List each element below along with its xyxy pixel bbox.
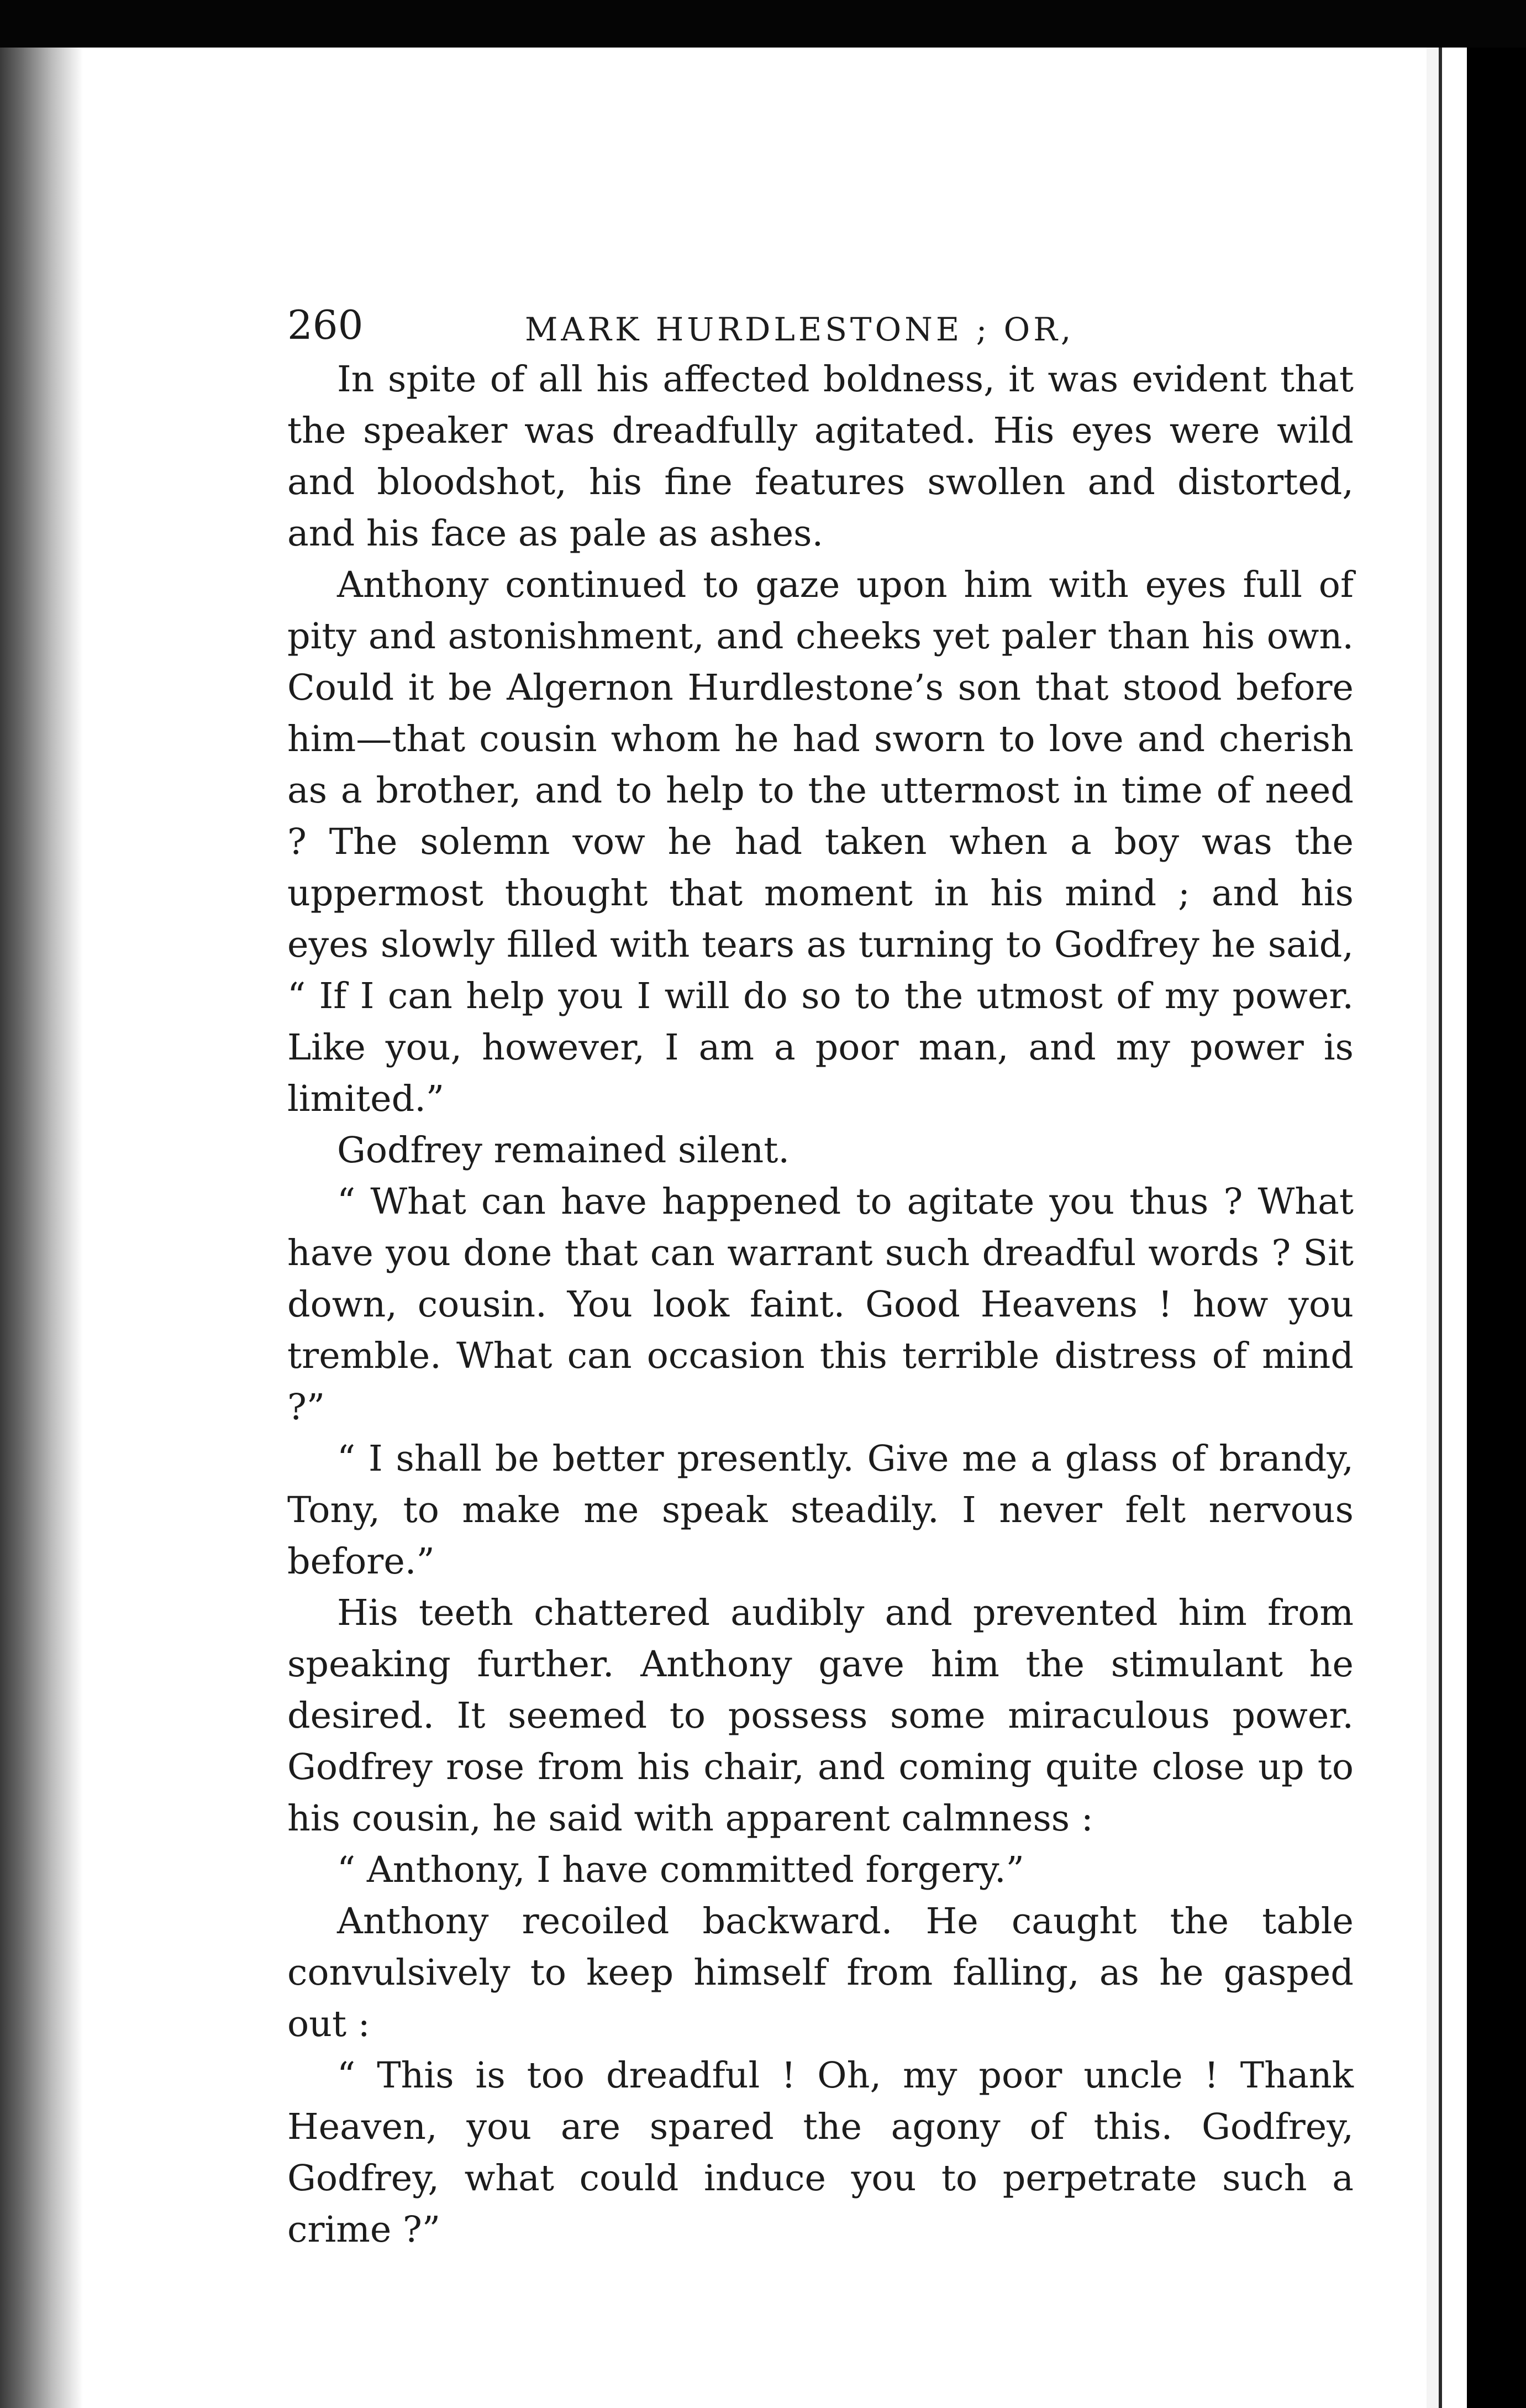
page-number: 260 — [287, 302, 364, 348]
body-text — [287, 354, 1354, 2255]
paragraph: Anthony recoiled backward. He caught the table convulsively to keep himself from falling, as he gasped out : — [287, 1901, 1354, 2045]
paragraph: Godfrey remained silent. — [337, 1130, 790, 1171]
paragraph: Anthony continued to gaze upon him with eyes full of pity and astonishment, and cheeks yet paler than his own. Could it be Algernon Hurdlestone’s son that stood before him—that cousin whom he had sworn to love and cherish as a brother, and to help to the uttermost in time of need ? The solemn vow he had taken when a boy was the uppermost thought that moment in his mind ; and his eyes slowly filled with tears as turning to Godfrey he said, “ If I can help you I will do so to the utmost of my power. Like you, however, I am a poor man, and my power is limited.” — [287, 564, 1354, 1120]
book-page — [287, 271, 1354, 2255]
paragraph: His teeth chattered audibly and prevented him from speaking further. Anthony gave him the stimulant he desired. It seemed to possess some miraculous power. Godfrey rose from his chair, and coming quite close up to his cousin, he said with apparent calmness : — [287, 1592, 1354, 1839]
scan-left-edge-shadow — [0, 48, 83, 2408]
running-head: MARK HURDLESTONE ; OR, — [525, 311, 1075, 348]
scan-right-gap — [1442, 48, 1467, 2408]
paragraph: “ Anthony, I have committed forgery.” — [337, 1849, 1024, 1891]
paragraph: “ What can have happened to agitate you thus ? What have you done that can warrant such dreadful words ? Sit down, cousin. You look faint. Good Heavens ! how you tremble. What can occasion this terrible distress of mind ?” — [287, 1181, 1354, 1428]
paragraph: “ I shall be better presently. Give me a glass of brandy, Tony, to make me speak steadily. I never felt nervous before.” — [287, 1438, 1354, 1582]
paragraph: “ This is too dreadful ! Oh, my poor uncle ! Thank Heaven, you are spared the agony of this. Godfrey, Godfrey, what could induce you to perpetrate such a crime ?” — [287, 2055, 1354, 2250]
page-header — [287, 271, 1354, 354]
scan-right-border — [1467, 48, 1526, 2408]
paragraph: In spite of all his affected boldness, it was evident that the speaker was dreadfully agitated. His eyes were wild and bloodshot, his fine features swollen and distorted, and his face as pale as ashes. — [287, 359, 1354, 554]
scan-top-border — [0, 0, 1526, 48]
scan-right-margin — [1427, 48, 1439, 2408]
